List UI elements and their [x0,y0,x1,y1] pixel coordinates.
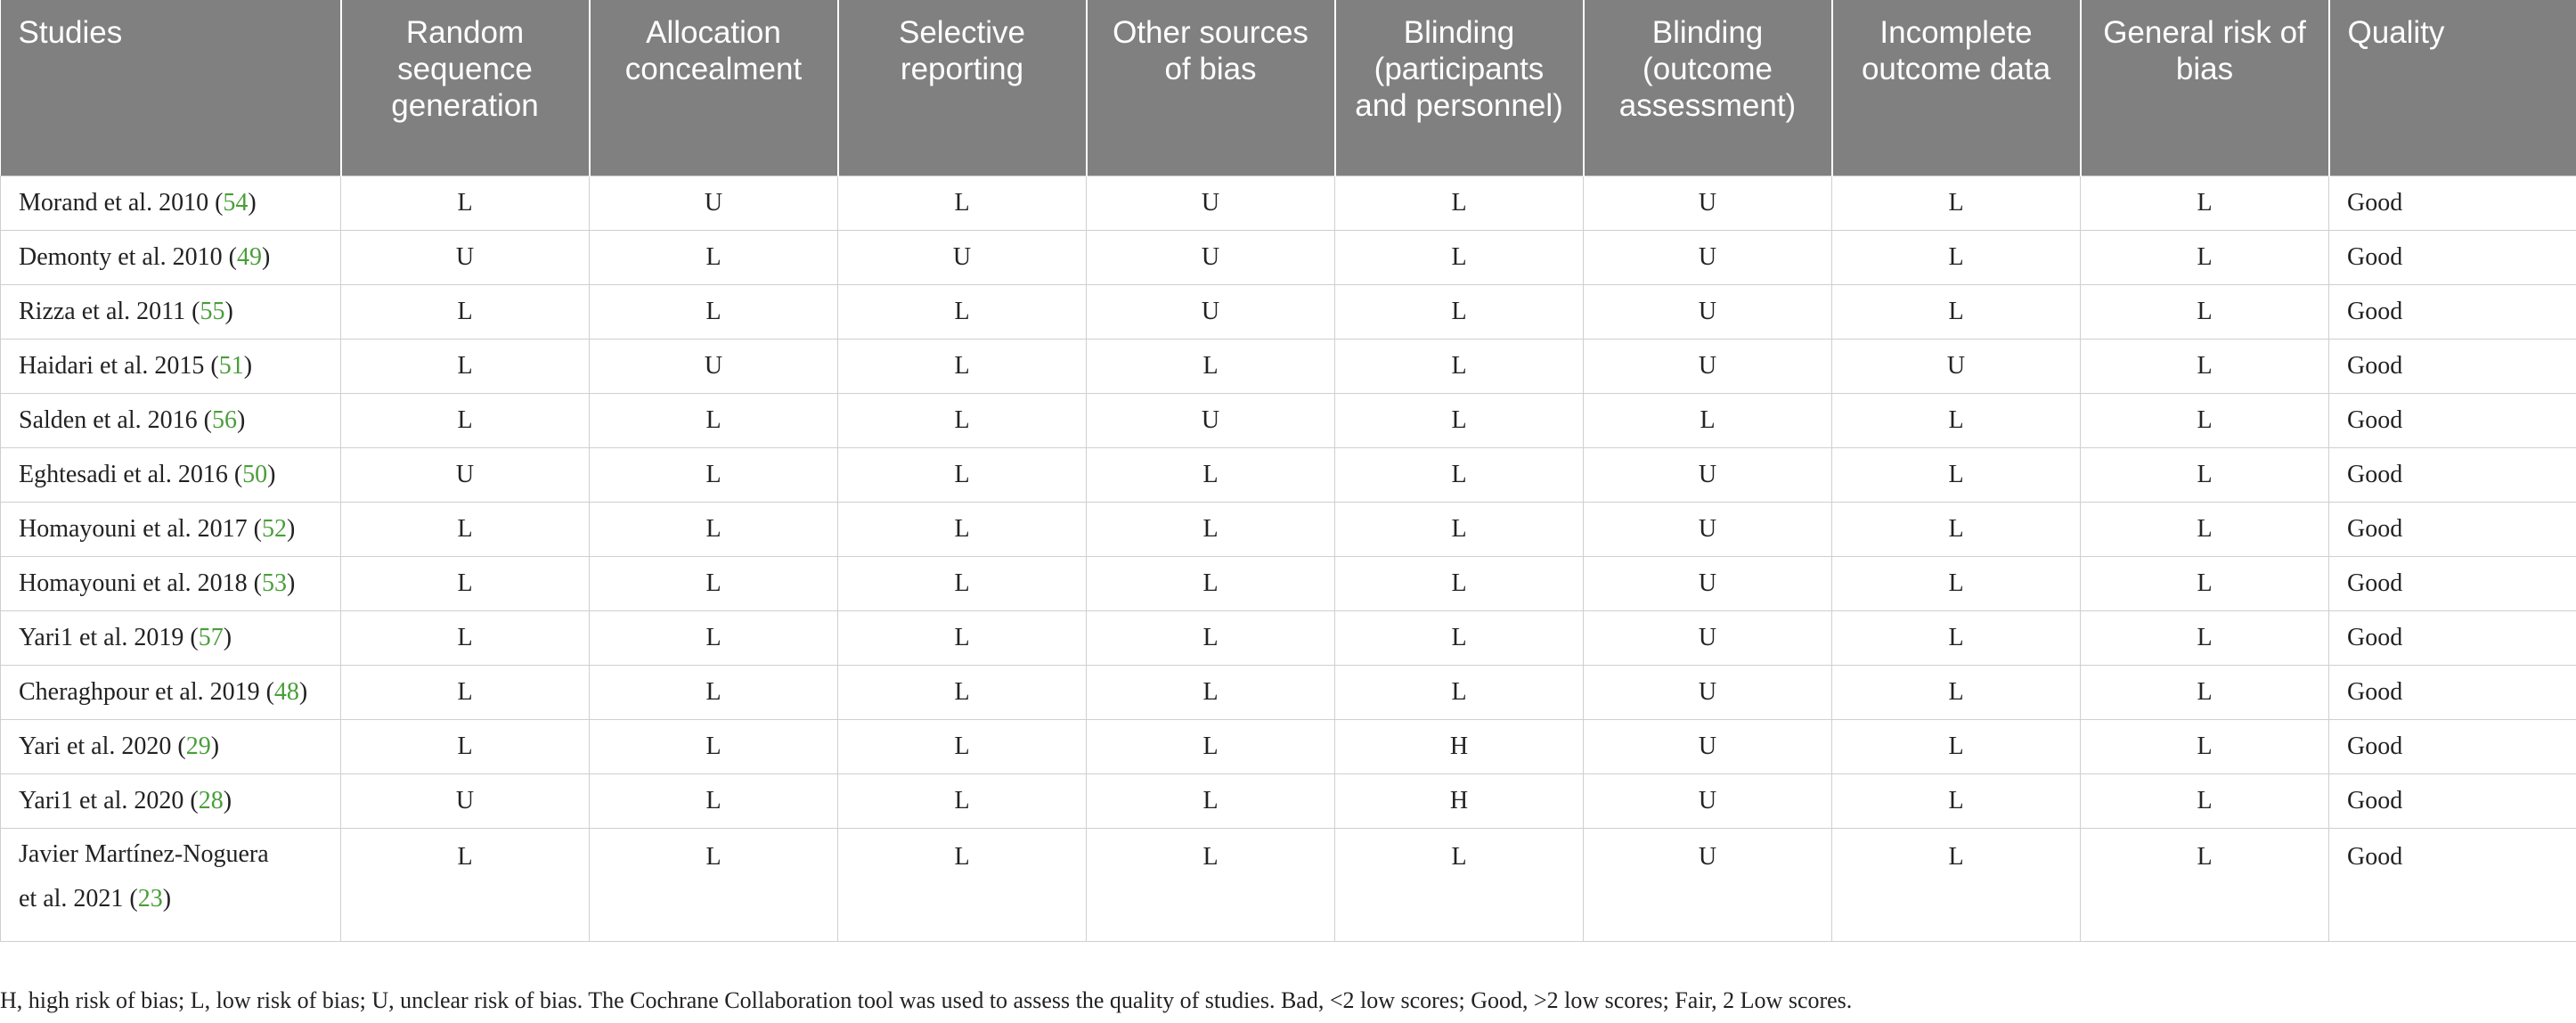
rating-cell: L [341,340,590,394]
study-cell: Rizza et al. 2011 (55) [1,285,341,340]
rating-cell: U [1584,774,1832,829]
rating-cell: L [838,557,1087,611]
rating-cell: U [1087,285,1335,340]
header-allocation: Allocation concealment [590,0,838,176]
quality-cell: Good [2329,394,2576,448]
rating-cell: L [838,829,1087,942]
rating-cell: L [590,231,838,285]
rating-cell: L [2081,666,2329,720]
reference-link[interactable]: 23 [137,885,163,913]
table-row [1,285,2576,340]
rating-cell: L [1335,176,1584,231]
rating-cell: L [1584,394,1832,448]
study-cell: Demonty et al. 2010 (49) [1,231,341,285]
reference-link[interactable]: 28 [198,787,224,814]
rating-cell: L [2081,285,2329,340]
reference-link[interactable]: 51 [218,352,244,380]
rating-cell: L [590,829,838,942]
table-row [1,176,2576,231]
reference-link[interactable]: 55 [200,298,225,325]
table-row [1,394,2576,448]
header-random-sequence: Random sequence generation [341,0,590,176]
rating-cell: L [1087,340,1335,394]
quality-cell: Good [2329,666,2576,720]
rating-cell: L [2081,340,2329,394]
header-studies: Studies [1,0,341,176]
rating-cell: U [341,448,590,503]
rating-cell: U [1087,231,1335,285]
rating-cell: U [590,176,838,231]
study-name: Eghtesadi et al. 2016 [19,461,228,488]
reference-link[interactable]: 50 [242,461,268,488]
rating-cell: L [2081,176,2329,231]
reference-link[interactable]: 53 [261,569,287,597]
rating-cell: L [2081,448,2329,503]
rating-cell: L [1832,176,2081,231]
rating-cell: U [1584,829,1832,942]
rating-cell: L [1832,829,2081,942]
rating-cell: L [838,176,1087,231]
rating-cell: U [341,231,590,285]
study-name: Morand et al. 2010 [19,189,209,217]
rating-cell: L [1087,829,1335,942]
table-row [1,448,2576,503]
study-cell: Eghtesadi et al. 2016 (50) [1,448,341,503]
rating-cell: U [1584,720,1832,774]
study-name: Homayouni et al. 2017 [19,515,248,543]
study-name-line1: Javier Martínez-Noguera [19,840,269,868]
rating-cell: L [590,503,838,557]
rating-cell: L [590,720,838,774]
rating-cell: L [1087,503,1335,557]
study-name: Yari1 et al. 2019 [19,624,184,651]
rating-cell: L [2081,394,2329,448]
rating-cell: L [1832,503,2081,557]
quality-cell: Good [2329,176,2576,231]
rating-cell: U [1584,176,1832,231]
table-row [1,231,2576,285]
rating-cell: U [1087,176,1335,231]
rating-cell: U [1584,666,1832,720]
rating-cell: L [2081,720,2329,774]
rating-cell: L [341,829,590,942]
quality-cell: Good [2329,448,2576,503]
rating-cell: L [341,720,590,774]
quality-cell: Good [2329,285,2576,340]
rating-cell: U [1584,611,1832,666]
quality-cell: Good [2329,340,2576,394]
rating-cell: L [1335,829,1584,942]
rating-cell: L [1087,611,1335,666]
reference-link[interactable]: 48 [273,678,299,706]
rating-cell: L [1087,448,1335,503]
study-cell: Javier Martínez-Noguera et al. 2021 (23) [1,829,341,942]
rating-cell: L [1087,720,1335,774]
rating-cell: L [838,503,1087,557]
rating-cell: L [341,666,590,720]
rating-cell: L [1832,720,2081,774]
study-cell: Cheraghpour et al. 2019 (48) [1,666,341,720]
quality-cell: Good [2329,774,2576,829]
rating-cell: L [1335,231,1584,285]
table-row [1,666,2576,720]
header-selective-reporting: Selective reporting [838,0,1087,176]
rating-cell: L [2081,231,2329,285]
rating-cell: L [2081,557,2329,611]
header-blinding-outcome: Blinding (outcome assessment) [1584,0,1832,176]
rating-cell: L [1335,340,1584,394]
study-cell: Yari1 et al. 2019 (57) [1,611,341,666]
rating-cell: L [341,394,590,448]
quality-cell: Good [2329,829,2576,942]
quality-cell: Good [2329,611,2576,666]
study-cell: Haidari et al. 2015 (51) [1,340,341,394]
study-name: Demonty et al. 2010 [19,243,223,271]
rating-cell: U [838,231,1087,285]
rating-cell: U [1584,557,1832,611]
rating-cell: U [1087,394,1335,448]
table-row [1,720,2576,774]
study-name: Yari et al. 2020 [19,732,172,760]
rating-cell: L [1832,448,2081,503]
study-name: Yari1 et al. 2020 [19,787,184,814]
reference-link[interactable]: 57 [198,624,224,651]
rating-cell: L [1832,774,2081,829]
study-cell: Homayouni et al. 2017 (52) [1,503,341,557]
header-incomplete-data: Incomplete outcome data [1832,0,2081,176]
rating-cell: U [341,774,590,829]
study-name: Rizza et al. 2011 [19,298,186,325]
study-name: Haidari et al. 2015 [19,352,205,380]
quality-cell: Good [2329,503,2576,557]
study-cell: Salden et al. 2016 (56) [1,394,341,448]
rating-cell: L [590,448,838,503]
rating-cell: L [838,666,1087,720]
rating-cell: L [590,394,838,448]
header-general-risk: General risk of bias [2081,0,2329,176]
rating-cell: H [1335,774,1584,829]
quality-cell: Good [2329,557,2576,611]
reference-link[interactable]: 49 [236,243,262,271]
study-name: Cheraghpour et al. 2019 [19,678,260,706]
rating-cell: L [341,557,590,611]
table-row [1,557,2576,611]
rating-cell: L [1087,666,1335,720]
study-name: Salden et al. 2016 [19,406,198,434]
rating-cell: L [590,285,838,340]
rating-cell: L [2081,774,2329,829]
rating-cell: L [1335,557,1584,611]
rating-cell: H [1335,720,1584,774]
rating-cell: L [1832,394,2081,448]
rating-cell: L [2081,503,2329,557]
rating-cell: L [838,448,1087,503]
rating-cell: L [590,666,838,720]
rating-cell: L [1335,611,1584,666]
table-row [1,774,2576,829]
rating-cell: L [341,611,590,666]
rating-cell: U [1584,503,1832,557]
table-row [1,340,2576,394]
rating-cell: L [341,503,590,557]
quality-cell: Good [2329,720,2576,774]
rating-cell: L [2081,829,2329,942]
reference-link[interactable]: 54 [223,189,249,217]
rating-cell: U [590,340,838,394]
study-cell: Yari1 et al. 2020 (28) [1,774,341,829]
study-cell: Homayouni et al. 2018 (53) [1,557,341,611]
header-row [1,0,2576,176]
reference-link[interactable]: 52 [261,515,287,543]
table-row [1,829,2576,942]
rating-cell: L [590,611,838,666]
rating-cell: L [341,285,590,340]
rating-cell: L [341,176,590,231]
rating-cell: U [1584,340,1832,394]
rating-cell: L [838,394,1087,448]
rating-cell: L [590,774,838,829]
table-row [1,503,2576,557]
rating-cell: L [1087,557,1335,611]
rating-cell: L [838,340,1087,394]
table-footnote: H, high risk of bias; L, low risk of bias; U, unclear risk of bias. The Cochrane Collaboration tool was used to assess the quality of studies. Bad, <2 low scores; Good, >2 low scores; Fair, 2 Low scores. [0,987,1853,1013]
reference-link[interactable]: 29 [185,732,211,760]
study-name: Homayouni et al. 2018 [19,569,248,597]
rating-cell: L [1832,611,2081,666]
rating-cell: L [2081,611,2329,666]
rating-cell: L [1832,285,2081,340]
rating-cell: U [1584,285,1832,340]
rating-cell: L [838,774,1087,829]
rating-cell: L [1335,285,1584,340]
rating-cell: L [1832,231,2081,285]
quality-cell: Good [2329,231,2576,285]
rating-cell: U [1832,340,2081,394]
reference-link[interactable]: 56 [211,406,237,434]
rating-cell: U [1584,448,1832,503]
rating-cell: U [1584,231,1832,285]
study-name-line2: et al. 2021 [19,885,124,913]
rating-cell: L [1335,394,1584,448]
table-row [1,611,2576,666]
rating-cell: L [838,720,1087,774]
header-other-bias: Other sources of bias [1087,0,1335,176]
rating-cell: L [590,557,838,611]
rating-cell: L [1087,774,1335,829]
header-quality: Quality [2329,0,2576,176]
rating-cell: L [1335,666,1584,720]
rating-cell: L [1832,666,2081,720]
study-cell: Yari et al. 2020 (29) [1,720,341,774]
rating-cell: L [1335,448,1584,503]
rating-cell: L [1832,557,2081,611]
study-cell: Morand et al. 2010 (54) [1,176,341,231]
rating-cell: L [838,611,1087,666]
header-blinding-participants: Blinding (participants and personnel) [1335,0,1584,176]
rating-cell: L [1335,503,1584,557]
table-body [1,176,2576,942]
rating-cell: L [838,285,1087,340]
